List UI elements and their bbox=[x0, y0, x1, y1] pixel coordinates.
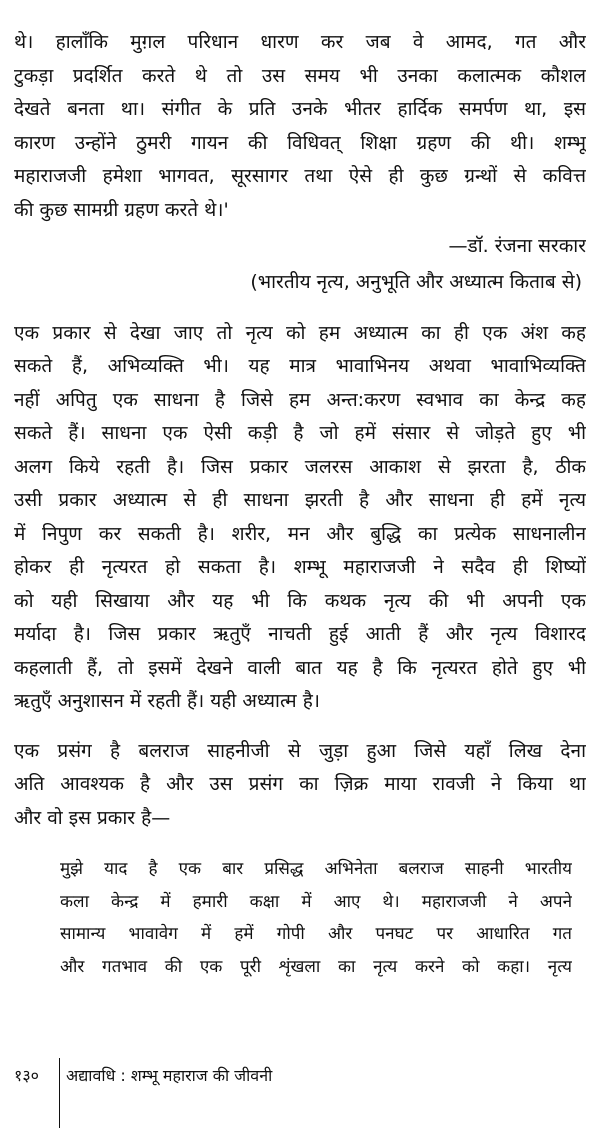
text-line: महाराजजी हमेशा भागवत, सूरसागर तथा ऐसे ही कुछ ग्रन्थों से कवित्त bbox=[14, 165, 586, 187]
text-line: सकते हैं, अभिव्यक्ति भी। यह मात्र भावाभिनय अथवा भावाभिव्यक्ति bbox=[14, 355, 586, 377]
text-line: टुकड़ा प्रदर्शित करते थे तो उस समय भी उनका कलात्मक कौशल bbox=[14, 65, 586, 87]
quote-line: कला केन्द्र में हमारी कक्षा में आए थे। महाराजजी ने अपने bbox=[60, 892, 572, 912]
text-line: की कुछ सामग्री ग्रहण करते थे।' bbox=[14, 199, 229, 221]
text-line: ऋतुएँ अनुशासन में रहती हैं। यही अध्यात्म है। bbox=[14, 690, 320, 712]
attribution-source: (भारतीय नृत्य, अनुभूति और अध्यात्म किताब से) bbox=[250, 271, 582, 293]
text-line: कारण उन्होंने ठुमरी गायन की विधिवत् शिक्षा ग्रहण की थी। शम्भू bbox=[14, 132, 586, 154]
quote-line: और गतभाव की एक पूरी शृंखला का नृत्य करने को कहा। नृत्य bbox=[60, 957, 572, 977]
text-line: अति आवश्यक है और उस प्रसंग का ज़िक्र माया रावजी ने किया था bbox=[14, 773, 586, 795]
text-line: एक प्रसंग है बलराज साहनीजी से जुड़ा हुआ जिसे यहाँ लिख देना bbox=[14, 740, 586, 762]
text-line: एक प्रकार से देखा जाए तो नृत्य को हम अध्यात्म का ही एक अंश कह bbox=[14, 322, 586, 344]
text-line: देखते बनता था। संगीत के प्रति उनके भीतर हार्दिक समर्पण था, इस bbox=[14, 98, 586, 120]
text-line: और वो इस प्रकार है— bbox=[14, 807, 171, 829]
text-line: कहलाती हैं, तो इसमें देखने वाली बात यह है कि नृत्यरत होते हुए भी bbox=[14, 657, 586, 679]
text-line: को यही सिखाया और यह भी कि कथक नृत्य की भी अपनी एक bbox=[14, 590, 586, 612]
running-footer-title: अद्यावधि : शम्भू महाराज की जीवनी bbox=[66, 1066, 273, 1085]
text-line: थे। हालाँकि मुग़ल परिधान धारण कर जब वे आमद, गत और bbox=[14, 31, 586, 53]
text-line: होकर ही नृत्यरत हो सकता है। शम्भू महाराजजी ने सदैव ही शिष्यों bbox=[14, 556, 586, 578]
page-number: १३० bbox=[14, 1066, 39, 1085]
quote-line: मुझे याद है एक बार प्रसिद्ध अभिनेता बलराज साहनी भारतीय bbox=[60, 859, 572, 879]
text-line: अलग किये रहती है। जिस प्रकार जलरस आकाश से झरता है, ठीक bbox=[14, 456, 586, 478]
text-line: में निपुण कर सकती है। शरीर, मन और बुद्धि का प्रत्येक साधनालीन bbox=[14, 523, 586, 545]
attribution-author: —डॉ. रंजना सरकार bbox=[448, 235, 586, 257]
text-line: मर्यादा है। जिस प्रकार ऋतुएँ नाचती हुई आती हैं और नृत्य विशारद bbox=[14, 623, 586, 645]
quote-line: सामान्य भावावेग में हमें गोपी और पनघट पर आधारित गत bbox=[60, 924, 572, 944]
text-line: सकते हैं। साधना एक ऐसी कड़ी है जो हमें संसार से जोड़ते हुए भी bbox=[14, 422, 586, 444]
text-line: नहीं अपितु एक साधना है जिसे हम अन्त:करण स्वभाव का केन्द्र कह bbox=[14, 389, 586, 411]
text-line: उसी प्रकार अध्यात्म से ही साधना झरती है और साधना ही हमें नृत्य bbox=[14, 489, 586, 511]
footer-divider bbox=[59, 1058, 60, 1128]
